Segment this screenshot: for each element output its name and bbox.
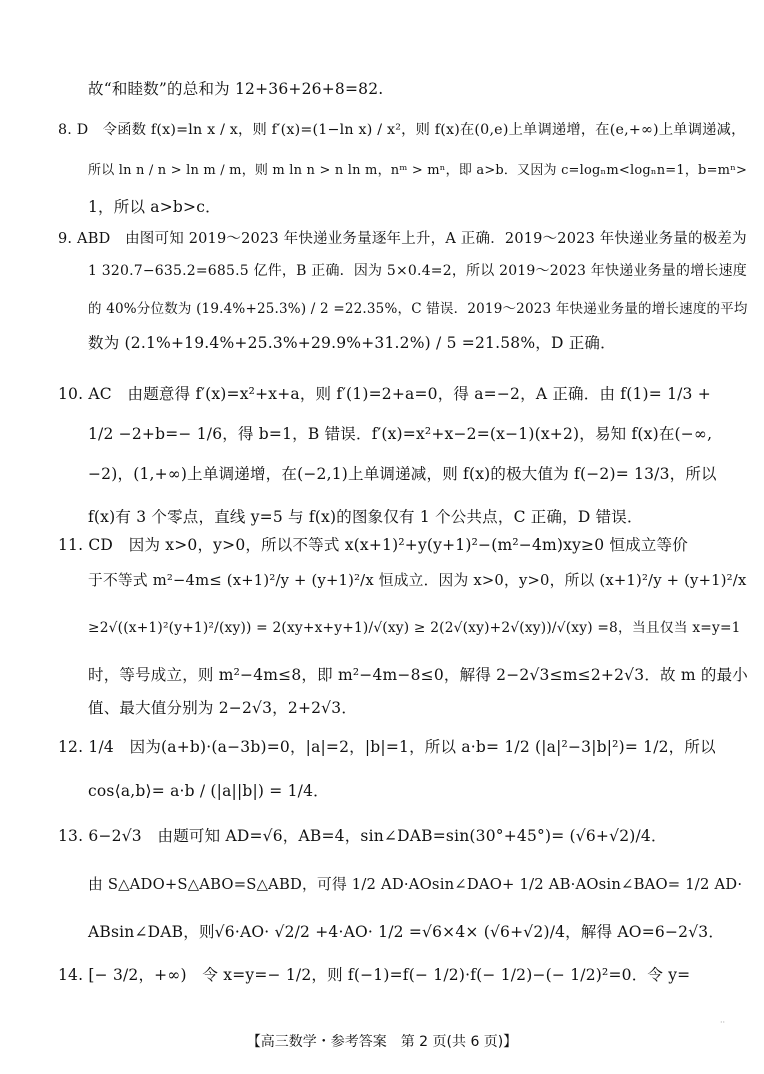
answer-14-line-1: 14. [− 3/2，+∞) 令 x=y=− 1/2，则 f(−1)=f(− 1/2)·f(− 1/2)−(− 1/2)²=0．令 y=: [58, 966, 691, 984]
answer-12-line-1: 12. 1/4 因为(a+b)·(a−3b)=0，|a|=2，|b|=1，所以 a·b= 1/2 (|a|²−3|b|²)= 1/2，所以: [58, 738, 716, 756]
text-line-1: 故“和睦数”的总和为 12+36+26+8=82.: [88, 80, 384, 98]
corner-mark: ··: [720, 1018, 726, 1027]
answer-10-line-2: 1/2 −2+b=− 1/6，得 b=1，B 错误．f′(x)=x²+x−2=(x−1)(x+2)，易知 f(x)在(−∞,: [88, 425, 713, 443]
answer-8-line-3: 1，所以 a>b>c．: [88, 198, 221, 216]
answer-11-line-4: 时，等号成立，则 m²−4m≤8，即 m²−4m−8≤0，解得 2−2√3≤m≤2+2√3．故 m 的最小: [88, 666, 748, 684]
answer-10-line-3: −2)，(1,+∞)上单调递增，在(−2,1)上单调递减，则 f(x)的极大值为 f(−2)= 13/3，所以: [88, 465, 717, 483]
answer-9-line-3: 的 40%分位数为 (19.4%+25.3%) / 2 =22.35%，C 错误．2019～2023 年快递业务量的增长速度的平均: [88, 301, 748, 317]
answer-11-line-5: 值、最大值分别为 2−2√3，2+2√3．: [88, 699, 358, 717]
answer-9-line-2: 1 320.7−635.2=685.5 亿件，B 正确．因为 5×0.4=2，所以 2019～2023 年快递业务量的增长速度: [88, 263, 747, 279]
answer-13-line-1: 13. 6−2√3 由题可知 AD=√6，AB=4，sin∠DAB=sin(30°+45°)= (√6+√2)/4．: [58, 827, 667, 845]
answer-10-line-4: f(x)有 3 个零点，直线 y=5 与 f(x)的图象仅有 1 个公共点，C 正确，D 错误．: [88, 508, 643, 526]
answer-13-line-3: ABsin∠DAB，则√6·AO· √2/2 +4·AO· 1/2 =√6×4× (√6+√2)/4，解得 AO=6−2√3．: [88, 923, 725, 941]
answer-11-line-2: 于不等式 m²−4m≤ (x+1)²/y + (y+1)²/x 恒成立．因为 x>0，y>0，所以 (x+1)²/y + (y+1)²/x: [88, 572, 747, 589]
answer-9-line-4: 数为 (2.1%+19.4%+25.3%+29.9%+31.2%) / 5 =21.58%，D 正确．: [88, 334, 616, 352]
answer-12-line-2: cos⟨a,b⟩= a·b / (|a||b|) = 1/4．: [88, 782, 329, 800]
answer-11-line-3: ≥2√((x+1)²(y+1)²/(xy)) = 2(xy+x+y+1)/√(xy) ≥ 2(2√(xy)+2√(xy))/√(xy) =8，当且仅当 x=y=1: [88, 620, 741, 636]
page-footer: 【高三数学・参考答案 第 2 页(共 6 页)】: [246, 1034, 518, 1050]
answer-13-line-2: 由 S△ADO+S△ABO=S△ABD，可得 1/2 AD·AOsin∠DAO+ 1/2 AB·AOsin∠BAO= 1/2 AD·: [88, 876, 743, 893]
answer-8-line-2: 所以 ln n / n > ln m / m，则 m ln n > n ln m，nᵐ > mⁿ，即 a>b．又因为 c=logₙm<logₙn=1，b=mⁿ>: [88, 163, 748, 178]
answer-11-line-1: 11. CD 因为 x>0，y>0，所以不等式 x(x+1)²+y(y+1)²−(m²−4m)xy≥0 恒成立等价: [58, 536, 688, 554]
answer-10-line-1: 10. AC 由题意得 f′(x)=x²+x+a，则 f′(1)=2+a=0，得 a=−2，A 正确．由 f(1)= 1/3 +: [58, 385, 711, 403]
answer-9-line-1: 9. ABD 由图可知 2019～2023 年快递业务量逐年上升，A 正确．2019～2023 年快递业务量的极差为: [58, 231, 747, 247]
answer-8-line-1: 8. D 令函数 f(x)=ln x / x，则 f′(x)=(1−ln x) / x²，则 f(x)在(0,e)上单调递增，在(e,+∞)上单调递减，: [58, 122, 746, 138]
